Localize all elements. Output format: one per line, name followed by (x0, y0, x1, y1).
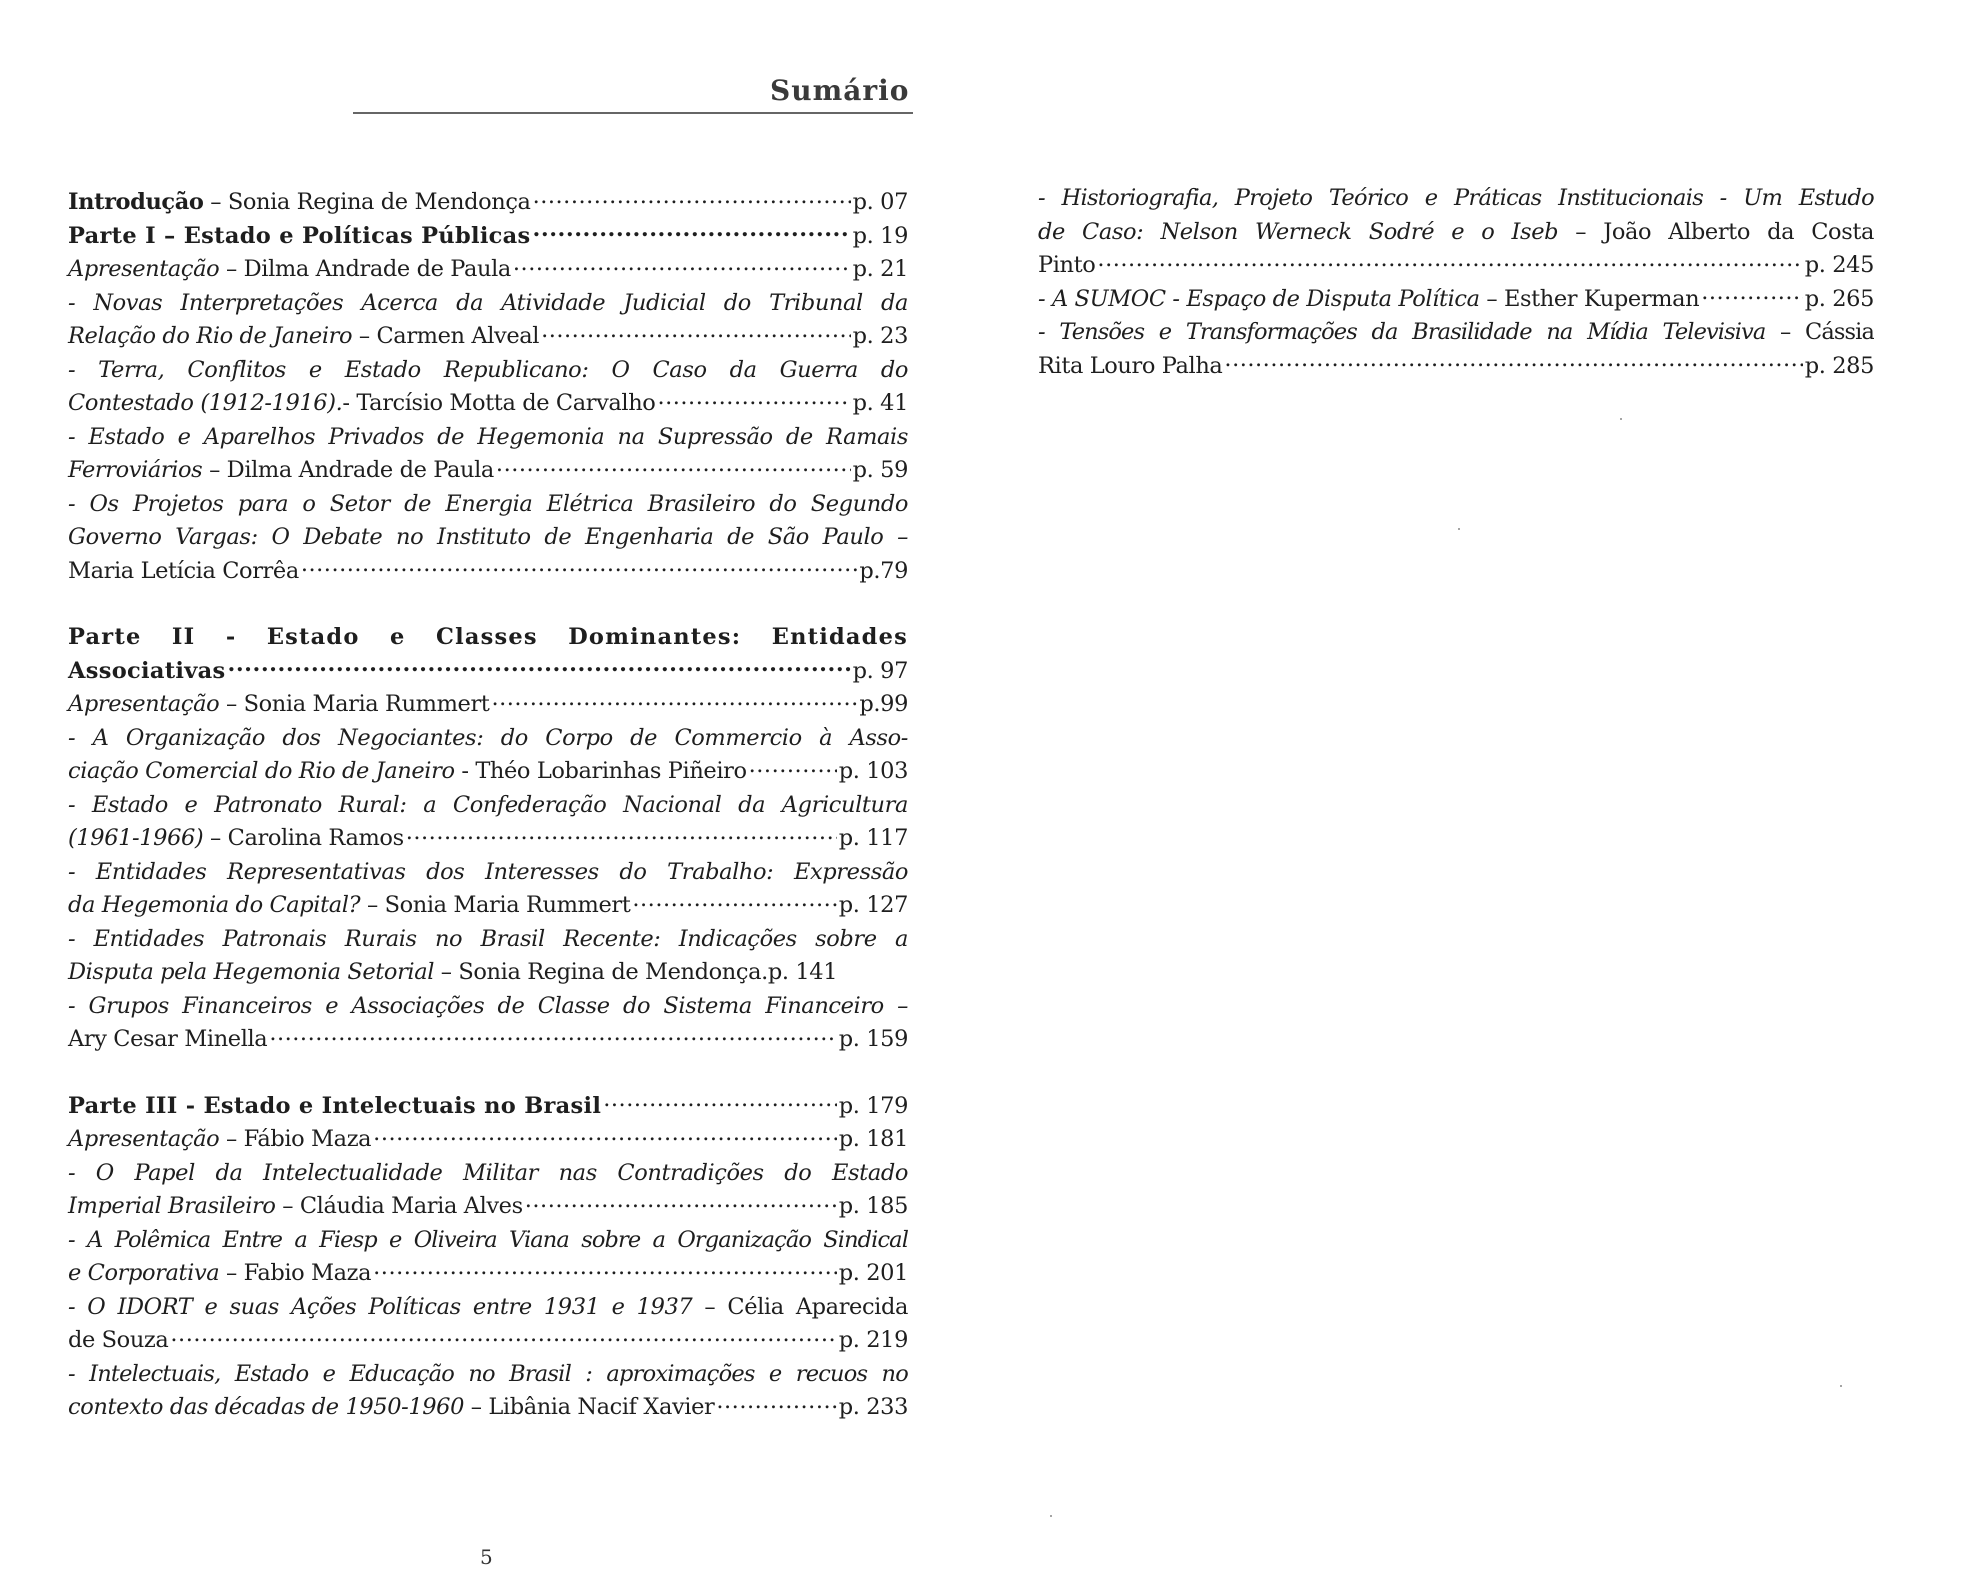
scan-speck (1050, 1515, 1052, 1517)
entry-author: de Souza (68, 1327, 169, 1353)
entry-author: – Fábio Maza (219, 1126, 372, 1152)
entry-title: - O Papel da Intelectualidade Militar nas Contradições do Estado (68, 1159, 908, 1186)
dot-leader (749, 756, 837, 779)
toc-entry (1038, 316, 1874, 383)
entry-title: Governo Vargas: O Debate no Instituto de Engenharia de São Paulo – (68, 524, 908, 550)
entry-author: – Esther Kuperman (1479, 285, 1700, 312)
scan-speck (1458, 528, 1460, 530)
entry-author: – Dilma Andrade de Paula (219, 256, 511, 282)
presentation-label: Apresentação (68, 691, 220, 717)
dot-leader (228, 655, 851, 678)
page-number: 5 (480, 1545, 493, 1569)
entry-author: – Carmen Alveal (352, 323, 540, 349)
dot-leader (533, 187, 851, 210)
toc-entry (68, 1123, 908, 1157)
part-heading: Parte I – Estado e Políticas Públicas (68, 222, 531, 249)
page-ref: p. 219 (838, 1327, 908, 1353)
dot-leader (170, 1325, 836, 1348)
entry-title: Relação do Rio de Janeiro (68, 323, 353, 349)
entry-author: – Dilma Andrade de Paula (202, 457, 494, 483)
toc-entry (68, 354, 908, 421)
entry-author: – Sonia Regina de Mendonça. (434, 959, 768, 985)
page-ref: p. 285 (1804, 352, 1874, 379)
toc-entry-intro (68, 186, 908, 220)
toc-entry (68, 688, 908, 722)
toc-left-column (68, 186, 908, 1425)
entry-author: Rita Louro Palha (1038, 352, 1223, 379)
entry-author: Pinto (1038, 252, 1096, 278)
entry-title: - O IDORT e suas Ações Políticas entre 1931 e 1937 (68, 1293, 693, 1320)
toc-part2-heading (68, 621, 908, 688)
page-ref: p. 07 (852, 189, 908, 215)
dot-leader (1224, 350, 1802, 373)
entry-author: Ary Cesar Minella (68, 1026, 268, 1052)
scan-speck (1840, 1385, 1842, 1387)
entry-author: – Carolina Ramos (203, 825, 404, 851)
dot-leader (1097, 250, 1802, 273)
toc-entry (68, 1224, 908, 1291)
entry-author: – Libânia Nacif Xavier (464, 1394, 715, 1420)
page-ref: p. 245 (1804, 252, 1874, 278)
entry-title: - Estado e Aparelhos Privados de Hegemonia na Supressão de Ramais (68, 423, 908, 450)
dot-leader (301, 555, 858, 578)
dot-leader (496, 455, 851, 478)
entry-title: - Novas Interpretações Acerca da Atividade Judicial do Tribunal da (68, 289, 908, 316)
part-heading: Parte III - Estado e Intelectuais no Brasil (68, 1092, 602, 1119)
toc-right-column (1038, 182, 1874, 383)
page-ref: p. 179 (838, 1092, 908, 1119)
entry-author: - Tarcísio Motta de Carvalho (342, 390, 656, 416)
dot-leader (373, 1124, 837, 1147)
dot-leader (716, 1392, 836, 1415)
toc-entry (68, 421, 908, 488)
toc-part-3 (68, 1090, 908, 1425)
entry-author: – Fabio Maza (219, 1260, 372, 1286)
entry-title: - A Polêmica Entre a Fiesp e Oliveira Viana sobre a Organização Sindical (68, 1226, 908, 1253)
entry-title: - Tensões e Transformações da Brasilidade na Mídia Televisiva (1038, 319, 1766, 345)
page-ref: p. 59 (852, 457, 908, 483)
title-rule (353, 112, 913, 114)
dot-leader (603, 1090, 837, 1113)
entry-title: - Os Projetos para o Setor de Energia Elétrica Brasileiro do Segundo (68, 490, 908, 517)
entry-title: - A Organização dos Negociantes: do Corpo de Commercio à Asso- (68, 724, 908, 751)
entry-title: - Entidades Patronais Rurais no Brasil Recente: Indicações sobre a (68, 925, 908, 952)
toc-entry (68, 1358, 908, 1425)
toc-entry (68, 488, 908, 589)
page-ref: p. 117 (838, 825, 908, 851)
toc-entry (1038, 182, 1874, 283)
toc-entry (1038, 283, 1874, 317)
entry-title: ciação Comercial do Rio de Janeiro (68, 758, 455, 784)
part-heading: Associativas (68, 657, 226, 684)
page-ref: p. 181 (838, 1126, 908, 1152)
entry-title: (1961-1966) (68, 825, 204, 851)
dot-leader (269, 1024, 836, 1047)
page-ref: p. 141 (767, 959, 838, 985)
entry-title: e Corporativa (68, 1260, 220, 1286)
intro-label: Introdução (68, 189, 204, 215)
toc-entry (68, 1157, 908, 1224)
entry-title: - Historiografia, Projeto Teórico e Práticas Institucionais - Um Estudo (1038, 185, 1874, 211)
scan-speck (1620, 418, 1622, 420)
entry-title: - Entidades Representativas dos Interesses do Trabalho: Expressão (68, 858, 908, 885)
entry-title: de Caso: Nelson Werneck Sodré e o Iseb (1038, 218, 1559, 245)
entry-author: – Sonia Maria Rummert (360, 892, 631, 918)
dot-leader (657, 388, 850, 411)
entry-title: Imperial Brasileiro (68, 1193, 276, 1219)
toc-entry (68, 287, 908, 354)
entry-author: Maria Letícia Corrêa (68, 557, 299, 584)
toc-part1-heading (68, 220, 908, 254)
entry-author: – João Alberto da Costa (1558, 218, 1874, 245)
entry-author: – Cláudia Maria Alves (275, 1193, 523, 1219)
entry-title: - Grupos Financeiros e Associações de Classe do Sistema Financeiro – (68, 992, 908, 1019)
entry-author: - Théo Lobarinhas Piñeiro (454, 758, 747, 784)
entry-title: - Terra, Conflitos e Estado Republicano: O Caso da Guerra do (68, 356, 908, 383)
toc-entry (68, 990, 908, 1057)
presentation-label: Apresentação (68, 256, 220, 282)
page-ref: p.79 (859, 557, 908, 584)
entry-author: – Célia Aparecida (692, 1293, 908, 1320)
toc-entry (68, 1291, 908, 1358)
entry-title: da Hegemonia do Capital? (68, 892, 361, 918)
page-ref: p. 159 (838, 1026, 908, 1052)
intro-author: – Sonia Regina de Mendonça (203, 189, 531, 215)
page-ref: p. 127 (838, 892, 908, 918)
page-ref: p. 233 (838, 1394, 908, 1420)
dot-leader (632, 890, 836, 913)
toc-entry (68, 923, 908, 990)
presentation-label: Apresentação (68, 1126, 220, 1152)
toc-part-2 (68, 621, 908, 1057)
entry-title: Ferroviários (68, 457, 203, 483)
page-ref: p. 23 (852, 323, 908, 349)
dot-leader (541, 321, 851, 344)
dot-leader (1701, 283, 1803, 306)
entry-author: – Sonia Maria Rummert (219, 691, 490, 717)
page-ref: p.99 (859, 691, 908, 717)
entry-title: - A SUMOC - Espaço de Disputa Política (1038, 285, 1480, 312)
entry-author: – Cássia (1765, 319, 1874, 345)
page-ref: p. 21 (852, 256, 908, 282)
page-ref: p. 265 (1804, 285, 1874, 312)
toc-entry (68, 856, 908, 923)
dot-leader (533, 220, 851, 243)
page-title: Sumário (770, 74, 910, 107)
dot-leader (406, 823, 837, 846)
dot-leader (491, 689, 857, 712)
toc-entry (68, 253, 908, 287)
page-ref: p. 97 (852, 657, 908, 684)
toc-part3-heading (68, 1090, 908, 1124)
toc-part-intro (68, 186, 908, 588)
page-ref: p. 19 (852, 222, 908, 249)
part-heading: Parte II - Estado e Classes Dominantes: Entidades (68, 624, 908, 650)
page-ref: p. 103 (838, 758, 908, 784)
entry-title: - Estado e Patronato Rural: a Confederação Nacional da Agricultura (68, 791, 908, 818)
entry-title: Disputa pela Hegemonia Setorial (68, 959, 435, 985)
entry-title: Contestado (1912-1916). (68, 390, 343, 416)
toc-entry (68, 722, 908, 789)
page-ref: p. 201 (838, 1260, 908, 1286)
page-ref: p. 41 (852, 390, 908, 416)
dot-leader (513, 254, 851, 277)
entry-title: contexto das décadas de 1950-1960 (68, 1394, 464, 1420)
dot-leader (525, 1191, 837, 1214)
entry-title: - Intelectuais, Estado e Educação no Brasil : aproximações e recuos no (68, 1360, 908, 1387)
page-ref: p. 185 (838, 1193, 908, 1219)
dot-leader (373, 1258, 837, 1281)
toc-entry (68, 789, 908, 856)
